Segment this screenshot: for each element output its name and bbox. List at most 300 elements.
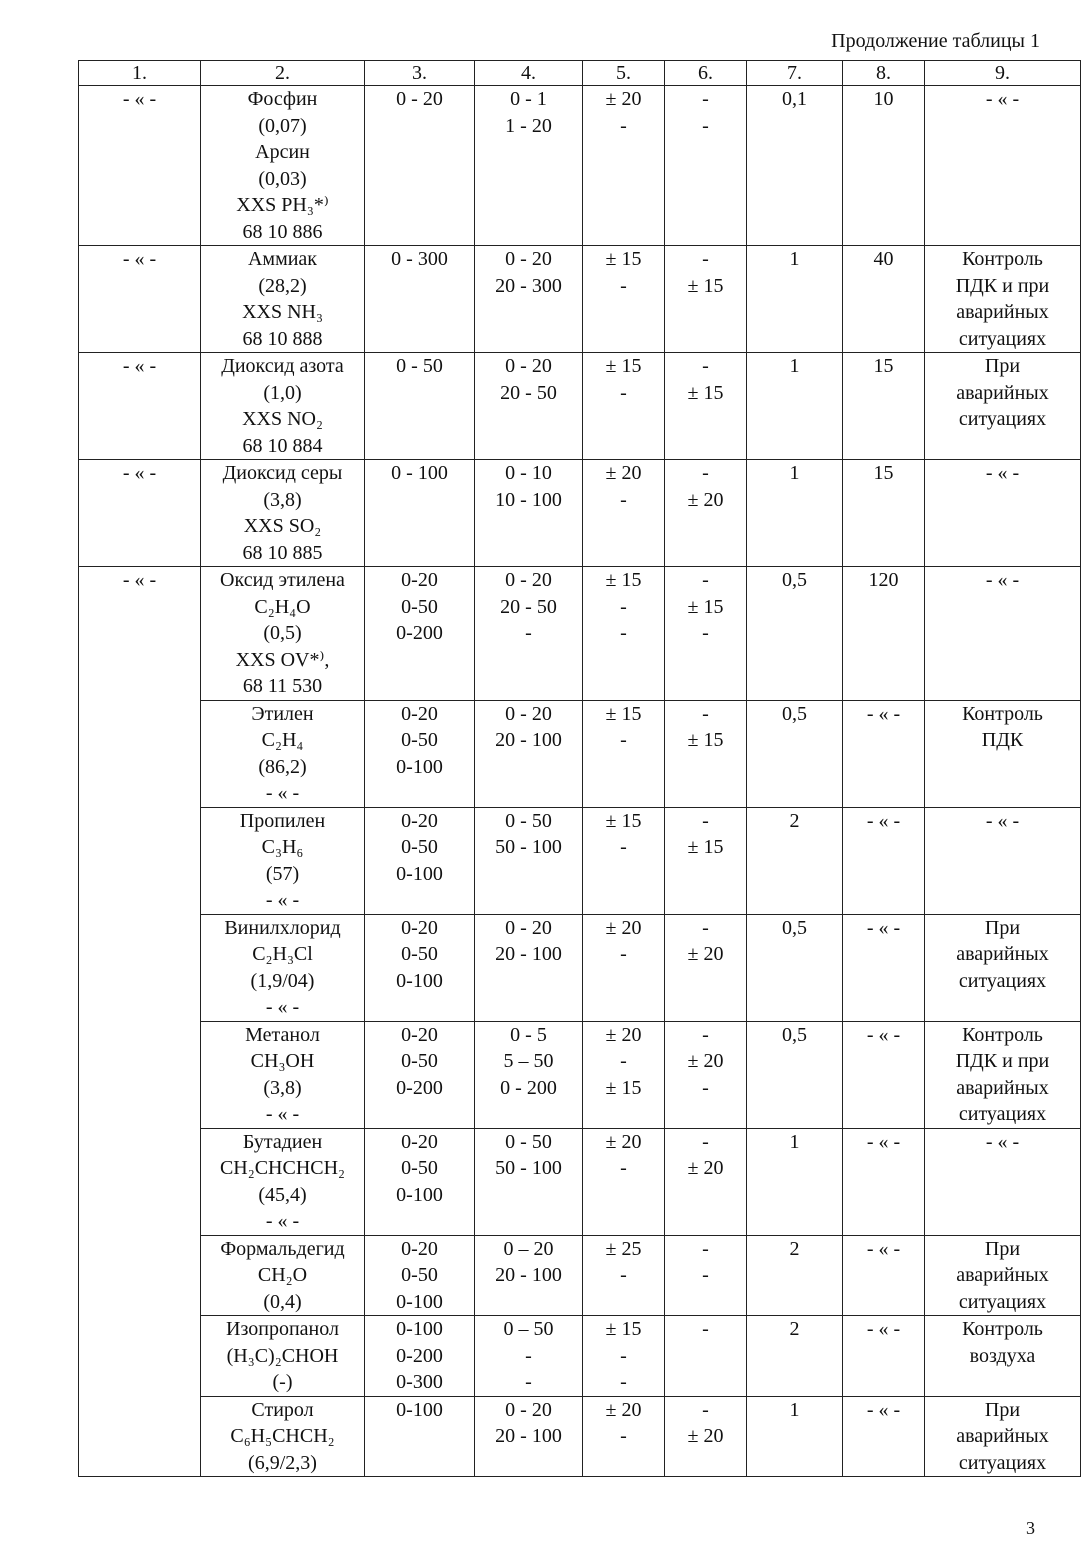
cell-line: - [702,1398,709,1421]
cell-line: - [620,836,627,858]
cell-line: 0 - 20 [505,916,552,939]
table-row [79,353,1081,460]
cell-line: 0-100 [396,1318,443,1340]
cell-line: - [620,1371,627,1393]
cell-line: 0 - 1 [510,88,547,110]
cell-line: 2 [789,1318,800,1340]
cell-line: ПДК [981,729,1024,751]
cell-col-3 [365,86,475,246]
cell-line: - [702,248,709,270]
cell-line: ± 20 [605,916,642,939]
cell-col-4 [475,1128,583,1235]
cell-line: 0-200 [396,622,443,644]
cell-line: 0 - 20 [505,1398,552,1421]
cell-line: 0-20 [401,1023,438,1046]
cell-line: - « - [265,889,300,911]
cell-line: - « - [985,88,1020,110]
cell-line: 0 – 20 [503,1237,554,1260]
cell-line: CH₂CHCHCH₂ [219,1157,346,1179]
col-header: 7. [747,61,843,86]
col-header: 3. [365,61,475,86]
cell-line: - [702,355,709,377]
cell-col-9 [925,1316,1081,1397]
cell-line: 0-200 [396,1076,443,1099]
cell-line: ± 20 [687,1157,724,1179]
cell-line: (0,07) [258,114,307,137]
cell-line: При [984,1398,1021,1421]
table-row [79,807,1081,914]
cell-col-8 [843,1128,925,1235]
cell-line: 0-100 [396,1398,443,1421]
cell-line: - [702,1237,709,1260]
cell-col-5 [583,700,665,807]
table-row [79,1316,1081,1397]
col-header: 9. [925,61,1081,86]
cell-col-3 [365,700,475,807]
cell-col-3 [365,1235,475,1316]
data-table [78,60,1081,1477]
cell-line: - [702,1076,709,1099]
cell-line: - [620,1050,627,1072]
cell-col-6 [665,807,747,914]
cell-line: - [702,1023,709,1046]
cell-col-6 [665,1396,747,1477]
cell-line: - « - [122,569,157,591]
cell-col-2 [201,1128,365,1235]
cell-col-7 [747,353,843,460]
cell-col-9 [925,1396,1081,1477]
cell-line: ± 15 [605,355,642,377]
cell-line: - [702,809,709,832]
cell-line: (86,2) [258,755,307,778]
cell-line: ± 20 [605,1023,642,1046]
cell-line: - [702,622,709,644]
cell-col-6 [665,1235,747,1316]
cell-col-1 [79,460,201,567]
cell-line: - [620,488,627,511]
cell-line: 15 [873,462,894,484]
cell-line: - [702,462,709,484]
cell-line: (3,8) [263,1076,302,1099]
cell-line: ± 20 [605,1130,642,1153]
cell-line: ситуациях [958,1103,1047,1125]
cell-col-3 [365,567,475,701]
col-header: 2. [201,61,365,86]
cell-col-2 [201,246,365,353]
cell-line: ± 15 [605,702,642,725]
cell-line: Диоксид серы [222,462,343,484]
cell-line: (1,0) [263,381,302,404]
cell-col-3 [365,1021,475,1128]
cell-line: - « - [866,809,901,832]
cell-line: Контроль [962,248,1043,270]
cell-line: XXS PH₃*⁾ [236,194,329,216]
cell-col-9 [925,1128,1081,1235]
cell-line: (1,9/04) [250,969,315,992]
table-caption: Продолжение таблицы 1 [831,30,1040,52]
cell-line: 20 - 100 [495,1425,562,1447]
cell-line: ± 15 [605,1076,642,1099]
cell-line: 0 - 200 [500,1076,557,1099]
cell-line: ± 20 [687,488,724,511]
cell-line: 1 [789,1130,800,1153]
cell-col-7 [747,700,843,807]
cell-line: - [702,1264,709,1286]
cell-line: 0 - 20 [505,248,552,270]
cell-col-5 [583,1128,665,1235]
cell-col-4 [475,567,583,701]
cell-line: - [702,916,709,939]
col-header: 4. [475,61,583,86]
cell-line: аварийных [956,301,1049,323]
cell-line: 0-50 [401,1050,438,1072]
cell-line: Метанол [245,1023,320,1046]
cell-col-9 [925,1235,1081,1316]
cell-line: - [702,569,709,591]
cell-col-4 [475,1396,583,1477]
cell-line: 0 - 20 [505,702,552,725]
cell-line: Бутадиен [242,1130,323,1153]
cell-line: 20 - 300 [495,274,562,297]
cell-col-2 [201,1316,365,1397]
cell-line: - « - [122,462,157,484]
cell-col-8 [843,86,925,246]
cell-line: Аммиак [247,248,318,270]
cell-col-4 [475,1235,583,1316]
cell-line: ситуациях [958,1451,1047,1474]
cell-line: Пропилен [239,809,326,832]
header-row [79,61,1081,86]
cell-col-6 [665,460,747,567]
cell-line: 50 - 100 [495,1157,562,1179]
cell-line: XXS OV*⁾, [235,648,330,671]
table-row [79,460,1081,567]
cell-col-5 [583,914,665,1021]
cell-line: 0 - 300 [391,248,448,270]
cell-line: Формальдегид [220,1237,345,1260]
cell-line: 1 [789,355,800,377]
cell-col-9 [925,86,1081,246]
cell-line: ± 25 [605,1237,642,1260]
table-row [79,1021,1081,1128]
cell-col-2 [201,1235,365,1316]
cell-col-8 [843,807,925,914]
cell-col-9 [925,353,1081,460]
cell-line: 1 - 20 [505,114,552,137]
cell-line: (H₃C)₂CHOH [226,1344,339,1367]
cell-col-5 [583,1316,665,1397]
cell-col-4 [475,353,583,460]
cell-col-3 [365,460,475,567]
cell-col-2 [201,86,365,246]
cell-col-9 [925,807,1081,914]
cell-col-7 [747,567,843,701]
cell-line: - « - [985,809,1020,832]
cell-line: - [620,1264,627,1286]
cell-col-7 [747,1128,843,1235]
cell-line: 0,5 [782,702,807,725]
col-header: 6. [665,61,747,86]
cell-line: 0-200 [396,1344,443,1367]
cell-col-7 [747,1316,843,1397]
cell-line: аварийных [956,1076,1049,1099]
cell-line: 68 10 885 [242,541,323,564]
cell-line: При [984,355,1021,377]
cell-line: 0-100 [396,755,443,778]
cell-line: 20 - 100 [495,1264,562,1286]
cell-col-8 [843,567,925,701]
cell-line: 0 - 5 [510,1023,547,1046]
cell-col-5 [583,86,665,246]
cell-line: (0,4) [263,1290,302,1313]
cell-line: ± 20 [687,943,724,965]
cell-col-8 [843,700,925,807]
cell-line: - « - [866,1130,901,1153]
cell-line: ± 15 [605,569,642,591]
cell-line: C₃H₆ [261,836,304,858]
cell-line: аварийных [956,1425,1049,1447]
cell-col-5 [583,1396,665,1477]
cell-line: C₂H₄O [254,595,311,618]
cell-line: 68 10 888 [242,327,323,350]
cell-col-8 [843,914,925,1021]
cell-line: - [702,1318,709,1340]
cell-line: - « - [866,1398,901,1421]
cell-col-6 [665,86,747,246]
cell-col-3 [365,1316,475,1397]
col-header: 8. [843,61,925,86]
cell-line: - [620,595,627,618]
cell-col-4 [475,1021,583,1128]
cell-line: 0 - 10 [505,462,552,484]
cell-line: - [620,729,627,751]
cell-col-3 [365,807,475,914]
cell-line: 20 - 100 [495,943,562,965]
cell-col-5 [583,1235,665,1316]
cell-col-8 [843,1316,925,1397]
cell-col-7 [747,1021,843,1128]
cell-line: - « - [985,462,1020,484]
cell-line: - « - [866,1318,901,1340]
cell-col-6 [665,1021,747,1128]
cell-line: 5 – 50 [503,1050,554,1072]
cell-line: 0-100 [396,1183,443,1206]
cell-col-8 [843,1235,925,1316]
cell-col-9 [925,246,1081,353]
cell-line: 0 - 50 [505,1130,552,1153]
cell-line: ПДК и при [955,1050,1050,1072]
cell-col-6 [665,1316,747,1397]
cell-line: - « - [265,1210,300,1232]
cell-line: ± 15 [687,274,724,297]
cell-line: - [620,1344,627,1367]
cell-line: - « - [122,355,157,377]
cell-line: (6,9/2,3) [248,1451,317,1474]
cell-col-5 [583,246,665,353]
cell-line: 0 - 50 [505,809,552,832]
cell-line: - « - [122,248,157,270]
cell-line: Контроль [962,1318,1043,1340]
cell-line: Фосфин [247,88,318,110]
cell-line: 0-50 [401,836,438,858]
cell-line: 0 - 100 [391,462,448,484]
cell-line: аварийных [956,943,1049,965]
cell-col-6 [665,700,747,807]
col-header: 1. [79,61,201,86]
cell-line: ± 15 [687,595,724,618]
cell-col-6 [665,353,747,460]
cell-line: 0-20 [401,916,438,939]
cell-line: ± 20 [687,1050,724,1072]
cell-col-5 [583,460,665,567]
cell-col-9 [925,1021,1081,1128]
cell-line: 0-50 [401,729,438,751]
cell-line: 0-20 [401,569,438,591]
cell-line: - [525,622,532,644]
cell-line: аварийных [956,1264,1049,1286]
cell-col-6 [665,567,747,701]
cell-line: XXS NO₂ [242,408,323,430]
cell-line: C₂H₄ [261,729,304,751]
cell-col-7 [747,1396,843,1477]
cell-line: 15 [873,355,894,377]
cell-line: 0,5 [782,1023,807,1046]
cell-line: - [525,1371,532,1393]
cell-col-1 [79,86,201,246]
cell-line: ± 20 [687,1425,724,1447]
cell-line: 0,5 [782,569,807,591]
cell-col-3 [365,246,475,353]
cell-col-8 [843,1396,925,1477]
cell-line: 68 10 886 [242,220,323,243]
page-number: 3 [1026,1518,1035,1538]
cell-col-2 [201,353,365,460]
cell-line: ± 15 [605,1318,642,1340]
cell-col-7 [747,246,843,353]
cell-col-7 [747,914,843,1021]
cell-line: - « - [866,1237,901,1260]
cell-col-2 [201,460,365,567]
cell-line: - [620,1157,627,1179]
cell-col-2 [201,1021,365,1128]
cell-line: - « - [985,569,1020,591]
cell-col-9 [925,914,1081,1021]
cell-line: ± 20 [605,88,642,110]
cell-line: 0-50 [401,943,438,965]
cell-line: - [620,381,627,404]
table-row [79,1128,1081,1235]
cell-col-2 [201,1396,365,1477]
cell-line: Этилен [251,702,314,725]
cell-line: - « - [866,1023,901,1046]
cell-line: (0,5) [263,622,302,644]
cell-line: Оксид этилена [220,569,345,591]
cell-line: - « - [265,996,300,1018]
cell-line: При [984,916,1021,939]
cell-line: - [620,943,627,965]
cell-line: Винилхлорид [224,916,341,939]
cell-line: - [702,1130,709,1153]
cell-col-2 [201,700,365,807]
cell-col-2 [201,807,365,914]
cell-line: - [620,114,627,137]
cell-line: Стирол [251,1398,314,1421]
cell-line: 0-300 [396,1371,443,1393]
cell-line: 0 - 50 [396,355,443,377]
cell-col-5 [583,1021,665,1128]
cell-line: 2 [789,809,800,832]
cell-line: C₂H₃Cl [252,943,313,965]
cell-col-5 [583,353,665,460]
cell-col-6 [665,246,747,353]
cell-line: ± 15 [687,381,724,404]
cell-line: 0-50 [401,1157,438,1179]
cell-line: Арсин [255,141,310,163]
cell-line: (0,03) [258,167,307,190]
cell-line: 0-100 [396,1290,443,1313]
col-header: 5. [583,61,665,86]
cell-line: ситуациях [958,1290,1047,1313]
cell-col-8 [843,246,925,353]
cell-col-4 [475,460,583,567]
cell-col-4 [475,807,583,914]
cell-line: - [702,114,709,137]
cell-line: Диоксид азота [221,355,344,377]
cell-line: 2 [789,1237,800,1260]
cell-line: 50 - 100 [495,836,562,858]
cell-col-9 [925,700,1081,807]
cell-line: ситуациях [958,327,1047,350]
cell-line: ситуациях [958,969,1047,992]
cell-line: 0 - 20 [505,355,552,377]
cell-line: ± 20 [605,462,642,484]
cell-line: 68 10 884 [242,434,323,457]
cell-col-7 [747,460,843,567]
cell-col-7 [747,86,843,246]
cell-line: - [620,622,627,644]
cell-line: CH₃OH [250,1050,315,1072]
cell-line: ± 15 [687,836,724,858]
cell-col-4 [475,86,583,246]
cell-line: ± 15 [687,729,724,751]
cell-line: (57) [265,862,300,885]
cell-col-1 [79,246,201,353]
cell-line: (28,2) [258,274,307,297]
cell-line: Изопропанол [226,1318,339,1340]
cell-col-3 [365,353,475,460]
cell-line: 0-20 [401,702,438,725]
cell-col-3 [365,914,475,1021]
cell-line: (45,4) [258,1183,307,1206]
cell-col-8 [843,1021,925,1128]
cell-line: XXS NH₃ [242,301,323,323]
cell-line: - « - [866,702,901,725]
cell-col-9 [925,460,1081,567]
cell-col-9 [925,567,1081,701]
cell-col-3 [365,1396,475,1477]
cell-line: Контроль [962,702,1043,725]
cell-col-4 [475,700,583,807]
cell-line: - « - [866,916,901,939]
table-row [79,567,1081,701]
cell-line: 10 - 100 [495,488,562,511]
cell-line: - [620,274,627,297]
cell-line: ситуациях [958,408,1047,430]
cell-col-7 [747,807,843,914]
cell-line: 0-50 [401,595,438,618]
cell-line: 0-50 [401,1264,438,1286]
cell-line: - [620,1425,627,1447]
